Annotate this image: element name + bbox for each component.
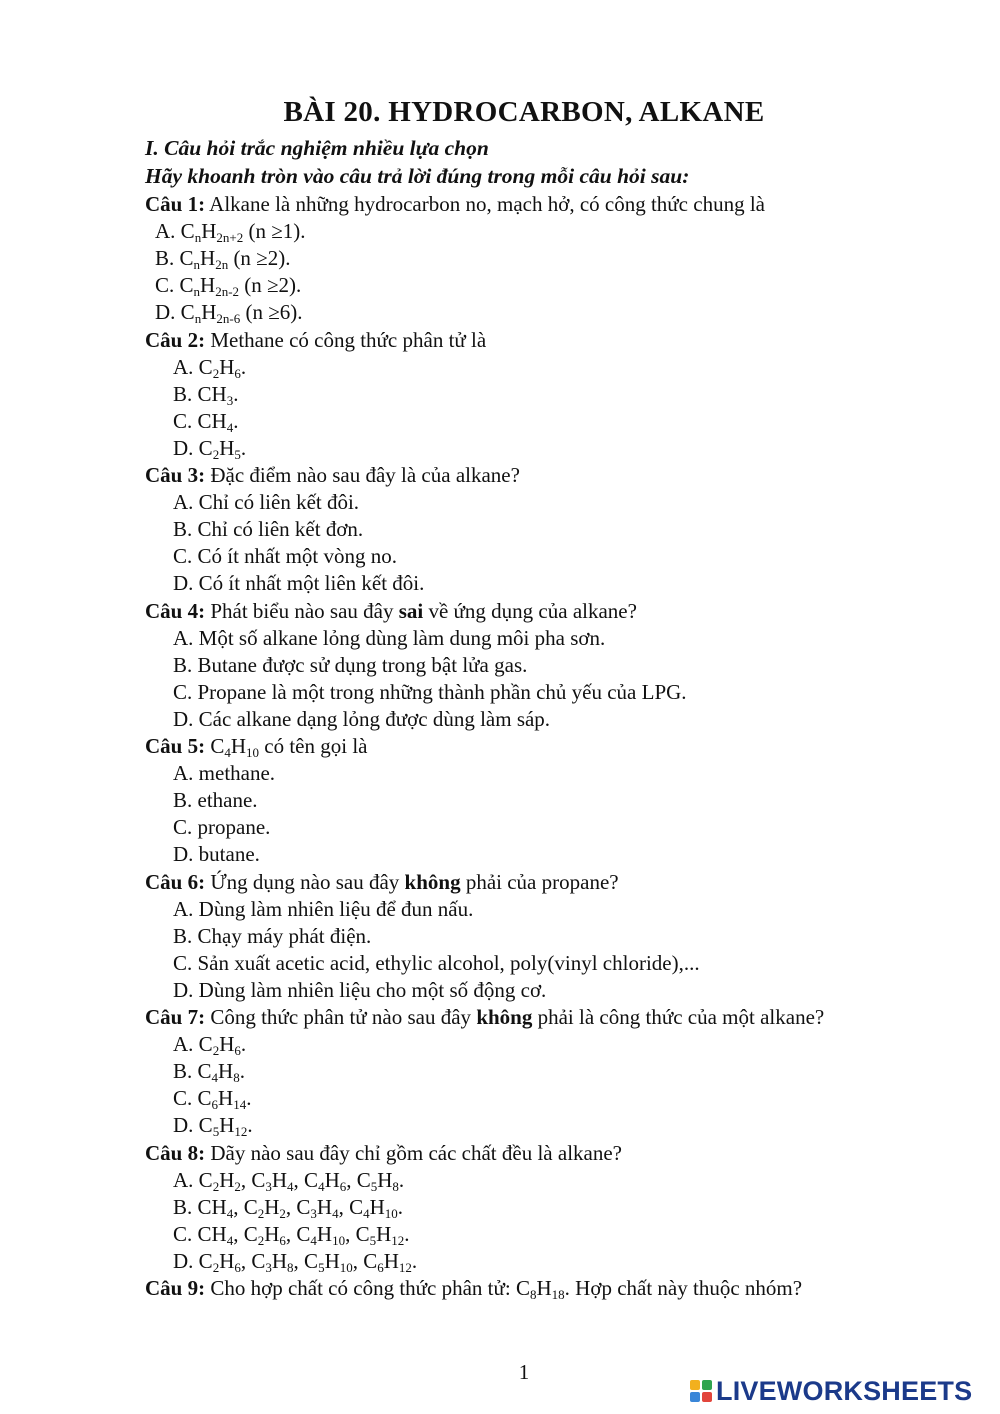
answer-option[interactable]: C. $C_nH_{2n-2}$ (n ≥2). (155, 273, 302, 300)
emphasis-word: sai (398, 598, 424, 623)
brand-watermark (690, 1376, 972, 1406)
answer-option[interactable]: D. Có ít nhất một liên kết đôi. (173, 571, 425, 596)
answer-option[interactable]: B. $C_4H_8$. (173, 1059, 245, 1086)
question-label: Câu 8: (145, 1140, 206, 1165)
answer-option[interactable]: D. $C_nH_{2n-6}$ (n ≥6). (155, 300, 303, 327)
answer-option[interactable]: D. Các alkane dạng lỏng được dùng làm sáp. (173, 706, 551, 731)
answer-option[interactable]: D. butane. (173, 842, 260, 867)
liveworksheets-logo-icon (690, 1380, 712, 1402)
answer-option[interactable]: C. Có ít nhất một vòng no. (173, 544, 398, 569)
question-9: Câu 9: Cho hợp chất có công thức phân tử: $C_8H_{18}$. Hợp chất này thuộc nhóm? (145, 1276, 803, 1302)
page-title: BÀI 20. HYDROCARBON, ALKANE (283, 96, 765, 128)
question-1: Câu 1: Alkane là những hydrocarbon no, mạch hở, có công thức chung là (145, 192, 765, 216)
question-label: Câu 1: (145, 192, 206, 216)
question-label: Câu 9: (145, 1276, 206, 1300)
instruction: Hãy khoanh tròn vào câu trả lời đúng trong mỗi câu hỏi sau: (145, 164, 690, 188)
answer-option[interactable]: D. Dùng làm nhiên liệu cho một số động cơ. (173, 977, 547, 1002)
question-2: Câu 2: Methane có công thức phân tử là (145, 327, 487, 352)
answer-option[interactable]: D. $C_2H_6$, $C_3H_8$, $C_5H_{10}$, $C_6H_{12}$. (173, 1248, 418, 1275)
answer-option[interactable]: B. $CH_4$, $C_2H_2$, $C_3H_4$, $C_4H_{10}$. (173, 1194, 403, 1221)
question-8: Câu 8: Dãy nào sau đây chỉ gồm các chất đều là alkane? (145, 1140, 622, 1165)
answer-option[interactable]: C. $CH_4$. (173, 408, 239, 435)
question-7: Câu 7: Công thức phân tử nào sau đây không phải là công thức của một alkane? (145, 1005, 825, 1029)
answer-option[interactable]: C. $C_6H_{14}$. (173, 1086, 252, 1113)
question-label: Câu 4: (145, 598, 206, 623)
question-label: Câu 5: (145, 734, 206, 758)
answer-option[interactable]: D. $C_5H_{12}$. (173, 1113, 253, 1140)
emphasis-word: không (476, 1005, 533, 1029)
answer-option[interactable]: A. $C_nH_{2n+2}$ (n ≥1). (155, 219, 306, 246)
answer-option[interactable]: C. Propane là một trong những thành phần chủ yếu của LPG. (173, 679, 687, 704)
answer-option[interactable]: B. Butane được sử dụng trong bật lửa gas. (173, 652, 528, 677)
question-label: Câu 3: (145, 463, 206, 487)
answer-option[interactable]: C. Sản xuất acetic acid, ethylic alcohol, poly(vinyl chloride),... (173, 950, 700, 975)
page-number: 1 (518, 1360, 530, 1384)
section-heading: I. Câu hỏi trắc nghiệm nhiều lựa chọn (145, 136, 489, 160)
question-6: Câu 6: Ứng dụng nào sau đây không phải của propane? (145, 869, 619, 894)
emphasis-word: không (404, 869, 461, 894)
question-4: Câu 4: Phát biểu nào sau đây sai về ứng dụng của alkane? (145, 598, 637, 623)
answer-option[interactable]: C. propane. (173, 815, 271, 840)
answer-option[interactable]: C. $CH_4$, $C_2H_6$, $C_4H_{10}$, $C_5H_{12}$. (173, 1221, 410, 1248)
question-5: Câu 5: $C_4H_{10}$ có tên gọi là (145, 734, 368, 760)
answer-option[interactable]: D. $C_2H_5$. (173, 435, 247, 462)
question-label: Câu 6: (145, 869, 206, 894)
answer-option[interactable]: B. $C_nH_{2n}$ (n ≥2). (155, 246, 291, 273)
answer-option[interactable]: A. $C_2H_6$. (173, 354, 247, 381)
answer-option[interactable]: B. $CH_3$. (173, 381, 239, 408)
question-label: Câu 2: (145, 327, 206, 352)
answer-option[interactable]: B. Chạy máy phát điện. (173, 923, 372, 948)
answer-option[interactable]: A. $C_2H_2$, $C_3H_4$, $C_4H_6$, $C_5H_8$. (173, 1167, 405, 1194)
answer-option[interactable]: B. ethane. (173, 788, 258, 813)
answer-option[interactable]: A. $C_2H_6$. (173, 1032, 247, 1059)
answer-option[interactable]: A. methane. (173, 761, 276, 786)
answer-option[interactable]: A. Một số alkane lỏng dùng làm dung môi pha sơn. (173, 625, 606, 650)
question-label: Câu 7: (145, 1005, 206, 1029)
question-3: Câu 3: Đặc điểm nào sau đây là của alkane? (145, 463, 520, 487)
answer-option[interactable]: A. Dùng làm nhiên liệu để đun nấu. (173, 896, 474, 921)
answer-option[interactable]: A. Chỉ có liên kết đôi. (173, 490, 360, 515)
brand-name: LIVEWORKSHEETS (716, 1375, 973, 1406)
answer-option[interactable]: B. Chỉ có liên kết đơn. (173, 517, 364, 542)
